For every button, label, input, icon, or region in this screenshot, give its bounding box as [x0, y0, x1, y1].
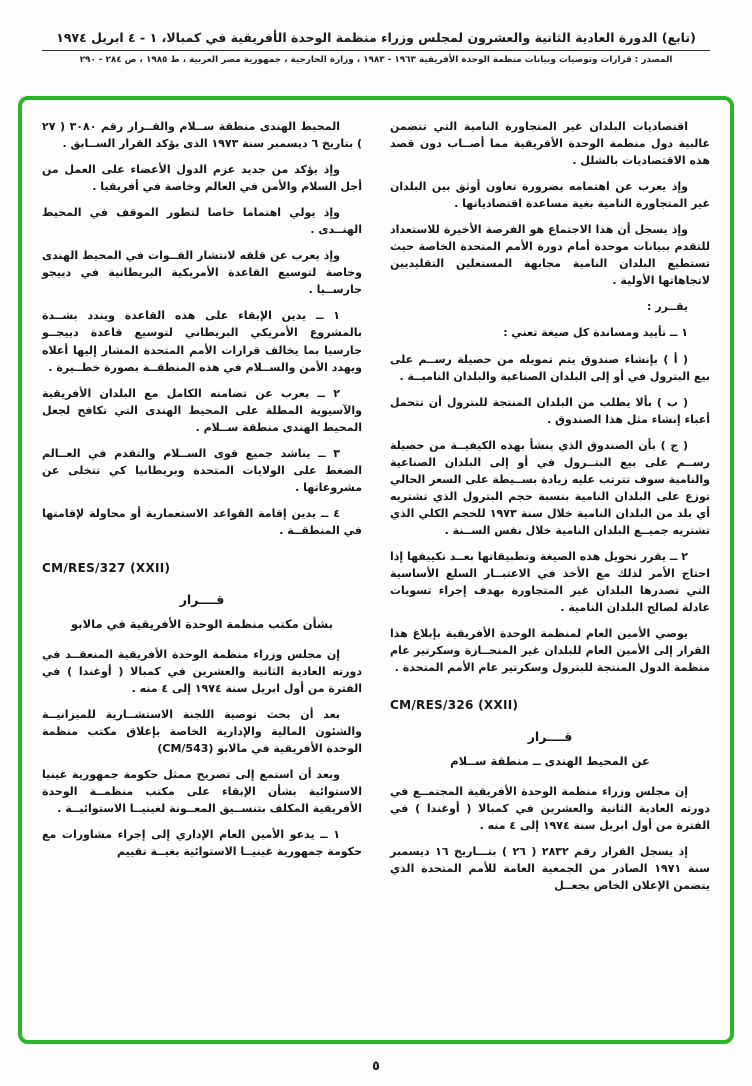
paragraph: وإذ يؤكد من جديد عزم الدول الأعضاء على العمل من أجل السلام والأمن في العالم وخاصة في أفريقيا . — [42, 163, 362, 194]
paragraph: وإذ يسجل أن هذا الاجتماع هو الفرصة الأخيرة للاستعداد للتقدم ببيانات موحدة أمام دورة الأمم المتحدة الخاصة حيث تستطيع البلدان النامية مجابهة المستغلين التقليديين لاتجاهاتها الأولية . — [390, 223, 710, 288]
content-frame — [18, 96, 734, 1044]
list-item: ٤ ــ يدين إقامة القواعد الاستعمارية أو محاولة لإقامتها في المنطقــة . — [42, 506, 362, 537]
header-divider — [42, 50, 710, 51]
list-item: ( أ ) بإنشاء صندوق يتم تمويله من حصيلة رســم على بيع البترول في أو إلى البلدان الصناعية والبلدان الناميــة . — [390, 352, 710, 383]
resolution-code: CM/RES/326 (XXII) — [390, 698, 519, 713]
paragraph: اقتصاديات البلدان غير المتجاورة النامية التي تتضمن غالبية دول منظمة الوحدة الأفريقية مما أصــاب دون قصد هذه الاقتصاديات بالشلل . — [390, 120, 710, 168]
paragraph: وإذ يولي اهتماما خاصا لتطور الموقف في المحيط الهنــدى . — [42, 206, 362, 237]
resolution-title: قــــرار — [527, 728, 573, 744]
header-source-line: المصدر : قرارات وتوصيات وبيانات منظمة الوحدة الأفريقية ١٩٦٣ - ١٩٨٣ ، وزارة الخارجية ، جمهورية مصر العربية ، ط ١٩٨٥ ، ص ٢٨٤ - ٢٩٠ — [79, 55, 673, 65]
paragraph: المحيط الهندى منطقة ســلام والقــرار رقم ٣٠٨٠ ( ٢٧ ) بتاريخ ٦ ديسمبر سنة ١٩٧٣ الذى يؤكد القرار الســابق . — [42, 120, 362, 151]
resolution-subtitle: عن المحيط الهندى ــ منطقة ســلام — [450, 754, 650, 769]
two-column-layout — [42, 118, 710, 1030]
page-header — [0, 0, 752, 65]
resolution-title: قــــرار — [179, 591, 225, 607]
resolution-subtitle: بشأن مكتب منظمة الوحدة الأفريقية في مالابو — [71, 616, 333, 631]
list-item: ٢ ــ يقرر تحويل هذه الصيغة وتطبيقاتها بعــد تكييفها إذا احتاج الأمر لذلك مع الأخذ في الاعتبــار السلع الأساسية التي تصدرها البلدان غير المتجاورة بهدف إجراء تسويات عادلة لصالح البلدان النامية . — [390, 549, 710, 615]
list-item: ١ ــ يدعو الأمين العام الإداري إلى إجراء مشاورات مع حكومة جمهورية غينيــا الاستوائية بغيــة تقييم — [42, 828, 362, 859]
resolution-code: CM/RES/327 (XXII) — [42, 560, 171, 575]
header-title: (تابع) الدورة العادية الثانية والعشرون لمجلس وزراء منظمة الوحدة الأفريقية في كمبالا، ١ - ٤ ابريل ١٩٧٤ — [56, 30, 696, 45]
paragraph: إذ يسجل القرار رقم ٢٨٣٢ ( ٢٦ ) بتـــاريخ ١٦ ديسمبر سنة ١٩٧١ الصادر من الجمعية العامة للأمم المتحدة الذي يتضمن الإعلان الخاص بجعــل — [390, 845, 710, 893]
list-item: ١ ــ تأييد ومساندة كل صيغة تعني : — [503, 326, 688, 340]
paragraph: وإذ يعرب عن اهتمامه بضرورة تعاون أوثق بين البلدان غير المتجاورة النامية بغية مساعدة اقتصادياتها . — [390, 180, 710, 211]
list-item: ٢ ــ يعرب عن تضامنه الكامل مع البلدان الأفريقية والآسيوية المطلة على المحيط الهندى التي تكافح لجعل المحيط الهندى منطقة ســلام . — [42, 386, 362, 434]
column-right — [390, 118, 710, 1030]
list-item: ١ ــ يدين الإبقاء على هذه القاعدة ويندد بشــدة بالمشروع الأمريكي البريطاني لتوسيع قاعدة دييجــو جارسيا بما يخالف قرارات الأمم المتحدة المشار إليها أعلاه ويهدد الأمن والســلام في هذه المنطقــة بصورة خطــيرة . — [42, 309, 362, 374]
list-item: ( ب ) بألا يطلب من البلدان المنتجة للبترول أن تتحمل أعباء إنشاء مثل هذا الصندوق . — [390, 395, 710, 426]
list-item: ٣ ــ يناشد جميع قوى الســلام والتقدم في العــالم الضغط على الولايات المتحدة وبريطانيا كي تتخلى عن مشروعاتها . — [42, 446, 362, 494]
paragraph: وبعد أن استمع إلى تصريح ممثل حكومة جمهورية غينيا الاستوائية بشأن الإبقاء على مكتب منظمــة الوحدة الأفريقية المكلف بتنســيق المعــونة لغينيــا الاستوائيــة . — [42, 768, 362, 816]
paragraph: وإذ يعرب عن قلقه لانتشار القــوات في المحيط الهندى وخاصة لتوسيع القاعدة الأمريكية البريطانية في دييجو جارســيا . — [42, 249, 362, 297]
paragraph: إن مجلس وزراء منظمة الوحدة الأفريقية المجتمــع في دورته العادية الثانية والعشرين في كمبالا ( أوغندا ) في الفترة من أول ابريل سنة ١٩٧٤ إلى ٤ منه . — [390, 785, 710, 833]
column-left — [42, 118, 362, 1030]
list-item: ( ج ) بأن الصندوق الذي ينشأ بهذه الكيفيــة من حصيلة رســم على بيع البتــرول في أو إلى البلدان الصناعية والنامية سوف تترتب عليه زيادة بســيطة على السعر الحالي توزع على البلدان النامية بنسبة حجم البترول الذي تشتريه أي بلد من البلدان النامية خلال سنة ١٩٧٣ للحجم الكلي الذي تشتريه جميــع البلدان النامية خلال نفس الســنة . — [390, 438, 710, 537]
paragraph: إن مجلس وزراء منظمة الوحدة الأفريقية المنعقــد في دورته العادية الثانية والعشرين في كمبالا ( أوغندا ) في الفترة من أول ابريل سنة ١٩٧٤ إلى ٤ منه . — [42, 647, 362, 695]
decision-lead: يقــرر : — [647, 300, 688, 314]
paragraph: يوصي الأمين العام لمنظمة الوحدة الأفريقية بإبلاغ هذا القرار إلى الأمين العام للبلدان غير المنحــازة وسكرتير عام منظمة الدول المنتجة للبترول وسكرتير عام الأمم المتحدة . — [390, 627, 710, 675]
paragraph: بعد أن بحث توصية اللجنة الاستشــارية للميزانيــة والشئون المالية والإدارية الخاصة بإغلاق مكتب منظمة الوحدة الأفريقية في مالابو (CM/543) — [42, 707, 362, 755]
page-number: ٥ — [372, 1059, 380, 1074]
